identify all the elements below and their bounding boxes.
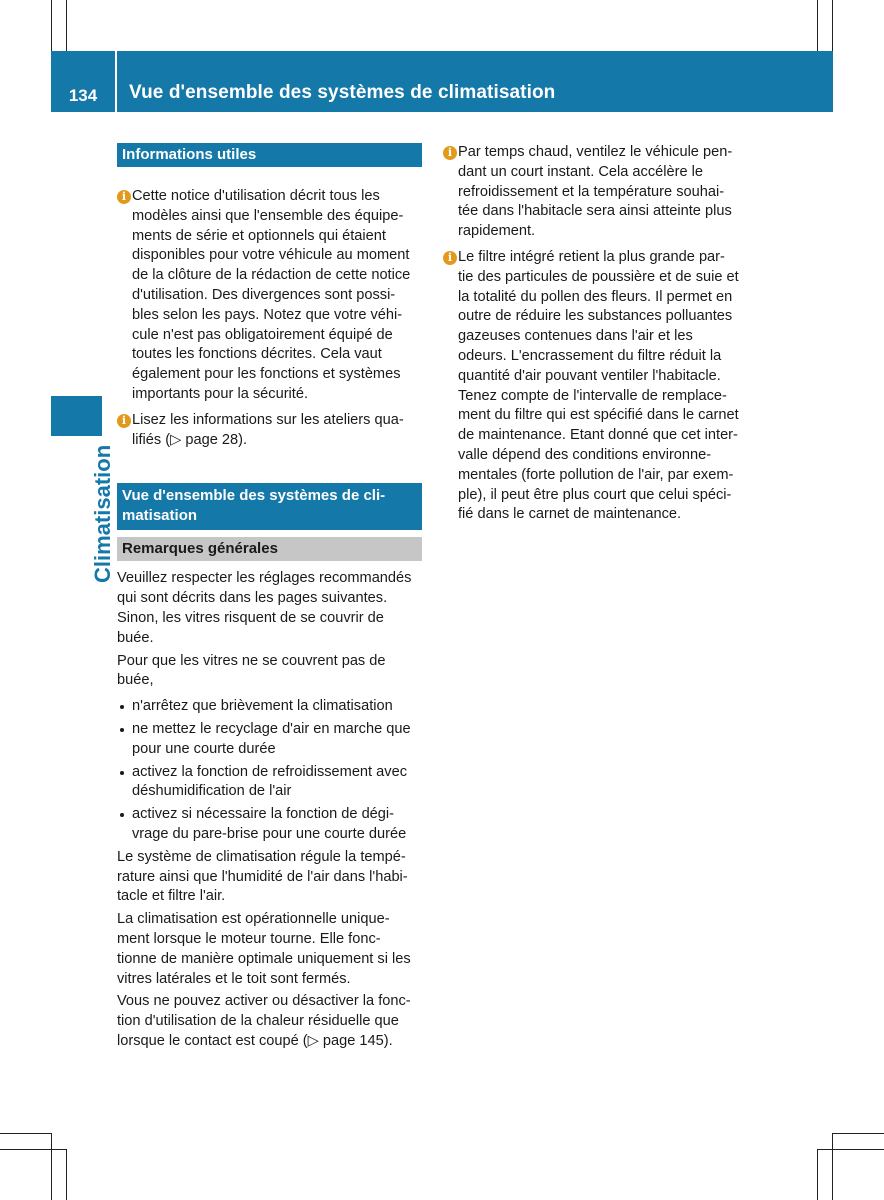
bullet-icon bbox=[120, 771, 124, 775]
body-paragraph: Le système de climatisation régule la tempé- rature ainsi que l'humidité de l'air dans l'habi- tacle et filtre l'air. bbox=[117, 848, 408, 905]
crop-mark bbox=[51, 1133, 52, 1200]
header-divider bbox=[115, 51, 117, 112]
subsection-heading: Remarques générales bbox=[117, 537, 422, 561]
chapter-tab-marker bbox=[51, 396, 102, 436]
crop-mark bbox=[817, 1149, 818, 1200]
chapter-label: Climatisation bbox=[90, 444, 115, 583]
left-column bbox=[117, 143, 422, 1055]
body-paragraph: La climatisation est opérationnelle unique- ment lorsque le moteur tourne. Elle fonc- tionne de manière optimale uniquement si les vitres latérales et le toit sont fermés. bbox=[117, 911, 411, 987]
info-icon: i bbox=[443, 146, 457, 160]
crop-mark bbox=[832, 1133, 833, 1200]
list-item: activez la fonction de refroidissement avec déshumidification de l'air bbox=[117, 763, 422, 803]
crop-mark bbox=[832, 1133, 884, 1134]
list-item: n'arrêtez que brièvement la climatisation bbox=[117, 697, 422, 717]
crop-mark bbox=[51, 0, 52, 51]
bullet-icon bbox=[120, 728, 124, 732]
body-paragraph: Vous ne pouvez activer ou désactiver la fonc- tion d'utilisation de la chaleur résiduelle que lorsque le contact est coupé (▷ page 145). bbox=[117, 993, 411, 1049]
bullet-icon bbox=[120, 705, 124, 709]
body-paragraph: Pour que les vitres ne se couvrent pas de buée, bbox=[117, 652, 386, 689]
bullet-list bbox=[117, 697, 422, 845]
page-title: Vue d'ensemble des systèmes de climatisation bbox=[129, 82, 556, 103]
section-heading-overview: Vue d'ensemble des systèmes de cli- matisation bbox=[117, 483, 422, 530]
crop-mark bbox=[817, 1149, 884, 1150]
info-icon: i bbox=[443, 251, 457, 265]
info-note-text: Cette notice d'utilisation décrit tous les modèles ainsi que l'ensemble des équipe- ments de série et optionnels qui étaient disponibles pour votre véhicule au moment de la clôture de la rédaction de cette notice d'utilisation. Des divergences sont possi- bles selon les pays. Notez que votre véhi- cule n'est pas obligatoirement équipé de toutes les fonctions décrites. Cela vaut également pour les fonctions et systèmes importants pour la sécurité. bbox=[132, 188, 411, 402]
info-note-text: Lisez les informations sur les ateliers qua- lifiés (▷ page 28). bbox=[132, 411, 404, 448]
crop-mark bbox=[832, 0, 833, 51]
info-note bbox=[117, 411, 422, 451]
section-heading-useful-info: Informations utiles bbox=[117, 143, 422, 167]
info-note bbox=[443, 143, 748, 242]
info-note-text: Par temps chaud, ventilez le véhicule pen- dant un court instant. Cela accélère le refroidissement et la température souhai- tée dans l'habitacle sera ainsi atteinte plus rapidement. bbox=[458, 144, 733, 240]
page-header bbox=[51, 51, 833, 112]
info-note-text: Le filtre intégré retient la plus grande par- tie des particules de poussière et de suie et la totalité du pollen des fleurs. Il permet en outre de réduire les substances polluantes gazeuses contenues dans l'air et les odeurs. L'encrassement du filtre réduit la quantité d'air pouvant ventiler l'habitacle. Tenez compte de l'intervalle de remplace- ment du filtre qui est spécifié dans le carnet de maintenance. Etant donné que cet inter- valle dépend des conditions environne- mentales (forte pollution de l'air, par exem- ple), il peut être plus court que celui spéci- fié dans le carnet de maintenance. bbox=[458, 248, 739, 523]
list-item: activez si nécessaire la fonction de dégi- vrage du pare-brise pour une courte durée bbox=[117, 805, 422, 845]
body-paragraph: Veuillez respecter les réglages recommandés qui sont décrits dans les pages suivantes. Sinon, les vitres risquent de se couvrir de buée. bbox=[117, 570, 412, 646]
crop-mark bbox=[66, 0, 67, 51]
info-note bbox=[117, 187, 422, 405]
bullet-icon bbox=[120, 813, 124, 817]
info-note bbox=[443, 248, 748, 525]
info-icon: i bbox=[117, 414, 131, 428]
right-column bbox=[443, 143, 748, 531]
crop-mark bbox=[0, 1149, 66, 1150]
info-icon: i bbox=[117, 190, 131, 204]
page-number: 134 bbox=[68, 86, 98, 105]
crop-mark bbox=[0, 1133, 51, 1134]
crop-mark bbox=[66, 1149, 67, 1200]
list-item: ne mettez le recyclage d'air en marche que pour une courte durée bbox=[117, 720, 422, 760]
crop-mark bbox=[817, 0, 818, 51]
